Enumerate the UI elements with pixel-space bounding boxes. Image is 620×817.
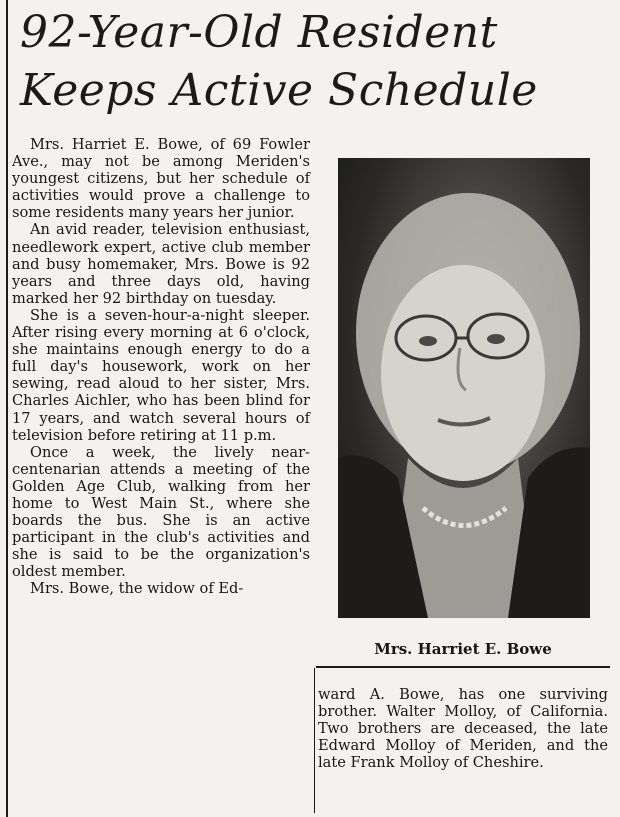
caption-rule (316, 666, 610, 668)
article-paragraph-5: Mrs. Bowe, the widow of Ed- (30, 580, 244, 598)
article-right-column (318, 686, 608, 771)
headline-line-2: Keeps Active Schedule (20, 65, 538, 116)
portrait-photo (338, 158, 590, 618)
article-paragraph-2: An avid reader, television enthusiast, needlework expert, active club member and busy homemaker, Mrs. Bowe is 92 years and three days old, having marked her 92 birthday on tuesday. (12, 221, 310, 307)
headline-line-1: 92-Year-Old Resident (20, 7, 498, 58)
column-divider (314, 668, 315, 813)
article-left-column (12, 136, 310, 598)
column-rule-left (6, 0, 8, 817)
article-paragraph-continued: ward A. Bowe, has one surviving brother. Walter Molloy, of California. Two brothers are deceased, the late Edward Molloy of Meriden, and the late Frank Molloy of Cheshire. (318, 686, 608, 772)
article-paragraph-3: She is a seven-hour-a-night sleeper. After rising every morning at 6 o'clock, she maintains enough energy to do a full day's housework, work on her sewing, read aloud to her sister, Mrs. Charles Aichler, who has been blind for 17 years, and watch several hours of television before retiring at 11 p.m. (12, 306, 310, 444)
portrait-illustration (338, 158, 590, 618)
photo-caption: Mrs. Harriet E. Bowe (374, 640, 552, 658)
headline (20, 4, 610, 120)
article-paragraph-1: Mrs. Harriet E. Bowe, of 69 Fowler Ave., may not be among Meriden's youngest citizens, but her schedule of activities would prove a challenge to some residents many years her junior. (12, 136, 310, 222)
article-paragraph-4: Once a week, the lively near-centenarian attends a meeting of the Golden Age Club, walking from her home to West Main St., where she boards the bus. She is an active participant in the club's activities and she is said to be the organization's oldest member. (12, 443, 310, 581)
